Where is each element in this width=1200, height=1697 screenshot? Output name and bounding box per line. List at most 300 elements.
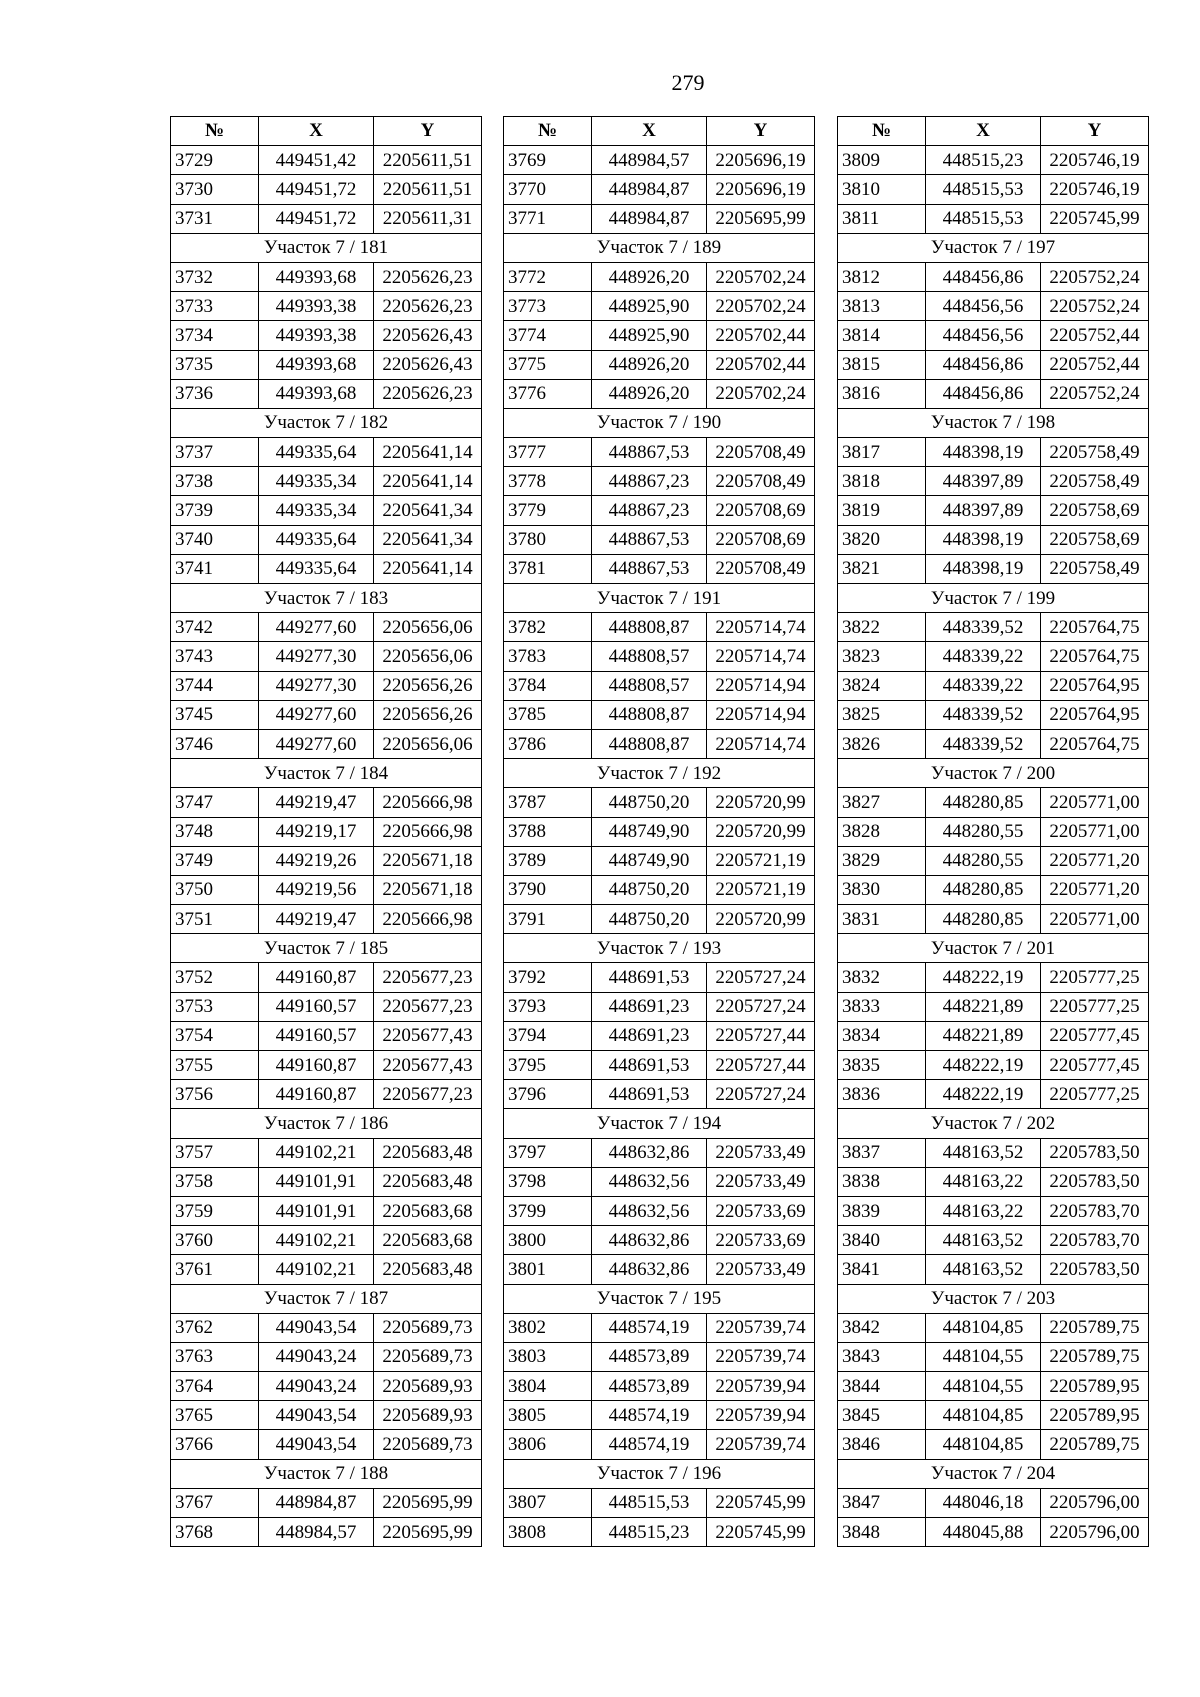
point-number: 3781 — [504, 554, 592, 583]
y-coordinate: 2205611,51 — [374, 175, 482, 204]
x-coordinate: 448339,52 — [926, 700, 1041, 729]
y-coordinate: 2205708,49 — [707, 467, 815, 496]
point-number: 3742 — [171, 613, 259, 642]
table-row — [171, 1021, 482, 1050]
x-coordinate: 449393,68 — [259, 262, 374, 291]
column-header-y: Y — [1041, 117, 1149, 146]
point-number: 3760 — [171, 1226, 259, 1255]
y-coordinate: 2205745,99 — [1041, 204, 1149, 233]
x-coordinate: 449160,57 — [259, 1021, 374, 1050]
point-number: 3828 — [838, 817, 926, 846]
y-coordinate: 2205758,69 — [1041, 525, 1149, 554]
point-number: 3846 — [838, 1430, 926, 1459]
y-coordinate: 2205783,50 — [1041, 1138, 1149, 1167]
y-coordinate: 2205708,49 — [707, 438, 815, 467]
table-row — [171, 1342, 482, 1371]
y-coordinate: 2205739,74 — [707, 1313, 815, 1342]
point-number: 3739 — [171, 496, 259, 525]
table-row — [171, 1196, 482, 1225]
table-row — [171, 496, 482, 525]
section-row — [171, 1284, 482, 1313]
table-row — [171, 642, 482, 671]
section-title: Участок 7 / 185 — [171, 934, 482, 963]
point-number: 3835 — [838, 1051, 926, 1080]
x-coordinate: 448280,85 — [926, 875, 1041, 904]
x-coordinate: 448632,86 — [592, 1138, 707, 1167]
table-row — [171, 788, 482, 817]
x-coordinate: 449160,87 — [259, 1080, 374, 1109]
x-coordinate: 449335,64 — [259, 554, 374, 583]
y-coordinate: 2205641,14 — [374, 554, 482, 583]
x-coordinate: 448222,19 — [926, 963, 1041, 992]
y-coordinate: 2205714,74 — [707, 729, 815, 758]
point-number: 3753 — [171, 992, 259, 1021]
point-number: 3830 — [838, 875, 926, 904]
table-row — [838, 1167, 1149, 1196]
x-coordinate: 449043,54 — [259, 1430, 374, 1459]
point-number: 3794 — [504, 1021, 592, 1050]
table-row — [171, 350, 482, 379]
x-coordinate: 448163,22 — [926, 1196, 1041, 1225]
table-row — [504, 1430, 815, 1459]
table-row — [504, 262, 815, 291]
point-number: 3745 — [171, 700, 259, 729]
y-coordinate: 2205789,75 — [1041, 1313, 1149, 1342]
y-coordinate: 2205733,69 — [707, 1226, 815, 1255]
table-row — [504, 905, 815, 934]
y-coordinate: 2205656,06 — [374, 613, 482, 642]
y-coordinate: 2205714,74 — [707, 642, 815, 671]
point-number: 3814 — [838, 321, 926, 350]
point-number: 3842 — [838, 1313, 926, 1342]
x-coordinate: 448574,19 — [592, 1313, 707, 1342]
coordinate-table — [503, 116, 815, 1547]
point-number: 3743 — [171, 642, 259, 671]
x-coordinate: 449219,56 — [259, 875, 374, 904]
y-coordinate: 2205783,70 — [1041, 1226, 1149, 1255]
point-number: 3787 — [504, 788, 592, 817]
x-coordinate: 448163,22 — [926, 1167, 1041, 1196]
table-row — [171, 1488, 482, 1517]
y-coordinate: 2205771,20 — [1041, 846, 1149, 875]
section-title: Участок 7 / 182 — [171, 408, 482, 437]
table-row — [838, 1401, 1149, 1430]
x-coordinate: 448398,19 — [926, 438, 1041, 467]
y-coordinate: 2205746,19 — [1041, 146, 1149, 175]
y-coordinate: 2205689,73 — [374, 1430, 482, 1459]
point-number: 3765 — [171, 1401, 259, 1430]
y-coordinate: 2205611,31 — [374, 204, 482, 233]
y-coordinate: 2205764,95 — [1041, 700, 1149, 729]
point-number: 3788 — [504, 817, 592, 846]
section-title: Участок 7 / 200 — [838, 759, 1149, 788]
y-coordinate: 2205677,43 — [374, 1051, 482, 1080]
table-row — [838, 613, 1149, 642]
y-coordinate: 2205739,74 — [707, 1430, 815, 1459]
point-number: 3845 — [838, 1401, 926, 1430]
table-row — [838, 1372, 1149, 1401]
y-coordinate: 2205739,74 — [707, 1342, 815, 1371]
point-number: 3785 — [504, 700, 592, 729]
y-coordinate: 2205758,49 — [1041, 438, 1149, 467]
point-number: 3826 — [838, 729, 926, 758]
point-number: 3817 — [838, 438, 926, 467]
section-row — [504, 1284, 815, 1313]
x-coordinate: 448574,19 — [592, 1430, 707, 1459]
table-row — [504, 204, 815, 233]
table-row — [838, 788, 1149, 817]
point-number: 3730 — [171, 175, 259, 204]
x-coordinate: 448749,90 — [592, 817, 707, 846]
y-coordinate: 2205777,25 — [1041, 1080, 1149, 1109]
table-row — [504, 963, 815, 992]
y-coordinate: 2205683,48 — [374, 1255, 482, 1284]
table-row — [838, 554, 1149, 583]
x-coordinate: 448163,52 — [926, 1255, 1041, 1284]
table-row — [838, 525, 1149, 554]
x-coordinate: 448867,53 — [592, 525, 707, 554]
table-row — [171, 1401, 482, 1430]
point-number: 3783 — [504, 642, 592, 671]
y-coordinate: 2205789,75 — [1041, 1430, 1149, 1459]
table-header-row — [838, 117, 1149, 146]
y-coordinate: 2205677,23 — [374, 963, 482, 992]
x-coordinate: 448163,52 — [926, 1138, 1041, 1167]
point-number: 3769 — [504, 146, 592, 175]
x-coordinate: 449102,21 — [259, 1226, 374, 1255]
column-header-x: X — [592, 117, 707, 146]
table-row — [171, 729, 482, 758]
y-coordinate: 2205708,69 — [707, 496, 815, 525]
table-row — [504, 846, 815, 875]
x-coordinate: 449160,87 — [259, 1051, 374, 1080]
x-coordinate: 448339,22 — [926, 671, 1041, 700]
point-number: 3778 — [504, 467, 592, 496]
y-coordinate: 2205777,25 — [1041, 963, 1149, 992]
point-number: 3805 — [504, 1401, 592, 1430]
x-coordinate: 449451,72 — [259, 175, 374, 204]
section-title: Участок 7 / 203 — [838, 1284, 1149, 1313]
table-row — [504, 525, 815, 554]
table-row — [838, 1488, 1149, 1517]
column-header-number: № — [171, 117, 259, 146]
x-coordinate: 448339,22 — [926, 642, 1041, 671]
point-number: 3827 — [838, 788, 926, 817]
point-number: 3844 — [838, 1372, 926, 1401]
y-coordinate: 2205702,44 — [707, 321, 815, 350]
table-row — [171, 1518, 482, 1547]
x-coordinate: 448867,23 — [592, 467, 707, 496]
y-coordinate: 2205641,14 — [374, 438, 482, 467]
point-number: 3815 — [838, 350, 926, 379]
x-coordinate: 448222,19 — [926, 1080, 1041, 1109]
section-row — [504, 1459, 815, 1488]
y-coordinate: 2205695,99 — [707, 204, 815, 233]
y-coordinate: 2205683,68 — [374, 1196, 482, 1225]
y-coordinate: 2205702,44 — [707, 350, 815, 379]
x-coordinate: 449335,64 — [259, 438, 374, 467]
x-coordinate: 449451,42 — [259, 146, 374, 175]
section-row — [171, 408, 482, 437]
x-coordinate: 448691,53 — [592, 1080, 707, 1109]
point-number: 3847 — [838, 1488, 926, 1517]
x-coordinate: 448750,20 — [592, 788, 707, 817]
y-coordinate: 2205696,19 — [707, 175, 815, 204]
column-header-x: X — [926, 117, 1041, 146]
point-number: 3782 — [504, 613, 592, 642]
table-row — [838, 846, 1149, 875]
y-coordinate: 2205666,98 — [374, 788, 482, 817]
x-coordinate: 448632,56 — [592, 1167, 707, 1196]
y-coordinate: 2205656,26 — [374, 700, 482, 729]
table-row — [504, 788, 815, 817]
table-row — [504, 467, 815, 496]
point-number: 3770 — [504, 175, 592, 204]
y-coordinate: 2205720,99 — [707, 905, 815, 934]
x-coordinate: 449160,87 — [259, 963, 374, 992]
point-number: 3763 — [171, 1342, 259, 1371]
table-row — [171, 525, 482, 554]
point-number: 3824 — [838, 671, 926, 700]
point-number: 3734 — [171, 321, 259, 350]
section-title: Участок 7 / 192 — [504, 759, 815, 788]
x-coordinate: 448926,20 — [592, 262, 707, 291]
table-row — [171, 292, 482, 321]
point-number: 3806 — [504, 1430, 592, 1459]
table-row — [171, 1430, 482, 1459]
point-number: 3777 — [504, 438, 592, 467]
section-row — [838, 1284, 1149, 1313]
table-row — [838, 379, 1149, 408]
section-title: Участок 7 / 188 — [171, 1459, 482, 1488]
x-coordinate: 448104,85 — [926, 1313, 1041, 1342]
x-coordinate: 448339,52 — [926, 613, 1041, 642]
section-title: Участок 7 / 196 — [504, 1459, 815, 1488]
x-coordinate: 448984,87 — [592, 204, 707, 233]
point-number: 3804 — [504, 1372, 592, 1401]
x-coordinate: 449335,64 — [259, 525, 374, 554]
section-row — [504, 408, 815, 437]
y-coordinate: 2205771,00 — [1041, 817, 1149, 846]
table-row — [838, 1313, 1149, 1342]
point-number: 3771 — [504, 204, 592, 233]
section-row — [838, 233, 1149, 262]
point-number: 3798 — [504, 1167, 592, 1196]
table-row — [171, 204, 482, 233]
table-row — [504, 438, 815, 467]
table-row — [504, 379, 815, 408]
x-coordinate: 449393,38 — [259, 292, 374, 321]
x-coordinate: 449043,54 — [259, 1313, 374, 1342]
point-number: 3792 — [504, 963, 592, 992]
column-header-x: X — [259, 117, 374, 146]
y-coordinate: 2205677,43 — [374, 1021, 482, 1050]
y-coordinate: 2205752,24 — [1041, 262, 1149, 291]
x-coordinate: 449219,47 — [259, 788, 374, 817]
y-coordinate: 2205764,75 — [1041, 613, 1149, 642]
y-coordinate: 2205752,44 — [1041, 321, 1149, 350]
x-coordinate: 448104,55 — [926, 1342, 1041, 1371]
x-coordinate: 449393,38 — [259, 321, 374, 350]
table-row — [504, 496, 815, 525]
table-row — [838, 204, 1149, 233]
point-number: 3738 — [171, 467, 259, 496]
table-row — [171, 262, 482, 291]
x-coordinate: 448984,87 — [259, 1488, 374, 1517]
point-number: 3793 — [504, 992, 592, 1021]
point-number: 3796 — [504, 1080, 592, 1109]
x-coordinate: 448926,20 — [592, 379, 707, 408]
table-row — [171, 554, 482, 583]
section-row — [504, 233, 815, 262]
table-row — [504, 700, 815, 729]
y-coordinate: 2205689,73 — [374, 1313, 482, 1342]
x-coordinate: 448691,23 — [592, 992, 707, 1021]
table-row — [171, 1138, 482, 1167]
point-number: 3748 — [171, 817, 259, 846]
table-row — [171, 700, 482, 729]
x-coordinate: 449277,30 — [259, 642, 374, 671]
y-coordinate: 2205745,99 — [707, 1518, 815, 1547]
x-coordinate: 448926,20 — [592, 350, 707, 379]
table-row — [504, 1138, 815, 1167]
table-row — [838, 175, 1149, 204]
y-coordinate: 2205758,49 — [1041, 467, 1149, 496]
point-number: 3811 — [838, 204, 926, 233]
point-number: 3752 — [171, 963, 259, 992]
x-coordinate: 448808,87 — [592, 700, 707, 729]
y-coordinate: 2205739,94 — [707, 1372, 815, 1401]
y-coordinate: 2205677,23 — [374, 1080, 482, 1109]
section-row — [504, 759, 815, 788]
point-number: 3848 — [838, 1518, 926, 1547]
y-coordinate: 2205626,43 — [374, 321, 482, 350]
y-coordinate: 2205683,68 — [374, 1226, 482, 1255]
table-row — [838, 350, 1149, 379]
x-coordinate: 449393,68 — [259, 350, 374, 379]
x-coordinate: 448750,20 — [592, 905, 707, 934]
point-number: 3829 — [838, 846, 926, 875]
table-row — [504, 1167, 815, 1196]
table-row — [171, 1167, 482, 1196]
table-row — [838, 496, 1149, 525]
point-number: 3737 — [171, 438, 259, 467]
table-row — [838, 642, 1149, 671]
table-row — [171, 438, 482, 467]
point-number: 3732 — [171, 262, 259, 291]
x-coordinate: 448691,53 — [592, 1051, 707, 1080]
point-number: 3831 — [838, 905, 926, 934]
x-coordinate: 449101,91 — [259, 1167, 374, 1196]
point-number: 3766 — [171, 1430, 259, 1459]
point-number: 3759 — [171, 1196, 259, 1225]
x-coordinate: 448221,89 — [926, 992, 1041, 1021]
x-coordinate: 448222,19 — [926, 1051, 1041, 1080]
table-row — [504, 321, 815, 350]
point-number: 3772 — [504, 262, 592, 291]
x-coordinate: 448632,86 — [592, 1226, 707, 1255]
point-number: 3795 — [504, 1051, 592, 1080]
column-header-y: Y — [707, 117, 815, 146]
table-row — [171, 992, 482, 1021]
table-row — [171, 1080, 482, 1109]
section-title: Участок 7 / 186 — [171, 1109, 482, 1138]
y-coordinate: 2205746,19 — [1041, 175, 1149, 204]
x-coordinate: 448574,19 — [592, 1401, 707, 1430]
point-number: 3758 — [171, 1167, 259, 1196]
x-coordinate: 448104,85 — [926, 1430, 1041, 1459]
table-row — [838, 1518, 1149, 1547]
x-coordinate: 448515,53 — [926, 204, 1041, 233]
section-row — [838, 408, 1149, 437]
table-row — [838, 467, 1149, 496]
y-coordinate: 2205641,34 — [374, 496, 482, 525]
y-coordinate: 2205783,50 — [1041, 1167, 1149, 1196]
table-row — [838, 292, 1149, 321]
x-coordinate: 448398,19 — [926, 525, 1041, 554]
point-number: 3843 — [838, 1342, 926, 1371]
table-row — [171, 321, 482, 350]
table-row — [838, 700, 1149, 729]
point-number: 3773 — [504, 292, 592, 321]
x-coordinate: 449043,54 — [259, 1401, 374, 1430]
x-coordinate: 448456,86 — [926, 262, 1041, 291]
x-coordinate: 449277,60 — [259, 700, 374, 729]
page-number: 279 — [671, 70, 705, 95]
table-row — [838, 321, 1149, 350]
section-row — [171, 1109, 482, 1138]
table-row — [838, 146, 1149, 175]
table-row — [504, 292, 815, 321]
y-coordinate: 2205745,99 — [707, 1488, 815, 1517]
y-coordinate: 2205733,49 — [707, 1167, 815, 1196]
x-coordinate: 448691,23 — [592, 1021, 707, 1050]
x-coordinate: 448632,56 — [592, 1196, 707, 1225]
point-number: 3764 — [171, 1372, 259, 1401]
point-number: 3816 — [838, 379, 926, 408]
y-coordinate: 2205758,49 — [1041, 554, 1149, 583]
table-row — [171, 1372, 482, 1401]
point-number: 3823 — [838, 642, 926, 671]
y-coordinate: 2205626,43 — [374, 350, 482, 379]
table-row — [504, 1196, 815, 1225]
table-row — [171, 1051, 482, 1080]
point-number: 3825 — [838, 700, 926, 729]
point-number: 3741 — [171, 554, 259, 583]
point-number: 3801 — [504, 1255, 592, 1284]
x-coordinate: 448573,89 — [592, 1342, 707, 1371]
y-coordinate: 2205611,51 — [374, 146, 482, 175]
x-coordinate: 449102,21 — [259, 1255, 374, 1284]
x-coordinate: 448867,23 — [592, 496, 707, 525]
y-coordinate: 2205641,14 — [374, 467, 482, 496]
x-coordinate: 448925,90 — [592, 292, 707, 321]
y-coordinate: 2205764,95 — [1041, 671, 1149, 700]
section-title: Участок 7 / 195 — [504, 1284, 815, 1313]
section-title: Участок 7 / 183 — [171, 584, 482, 613]
point-number: 3809 — [838, 146, 926, 175]
y-coordinate: 2205689,93 — [374, 1401, 482, 1430]
x-coordinate: 449451,72 — [259, 204, 374, 233]
point-number: 3790 — [504, 875, 592, 904]
point-number: 3754 — [171, 1021, 259, 1050]
point-number: 3775 — [504, 350, 592, 379]
table-row — [171, 613, 482, 642]
table-row — [171, 905, 482, 934]
y-coordinate: 2205714,94 — [707, 700, 815, 729]
point-number: 3821 — [838, 554, 926, 583]
point-number: 3749 — [171, 846, 259, 875]
